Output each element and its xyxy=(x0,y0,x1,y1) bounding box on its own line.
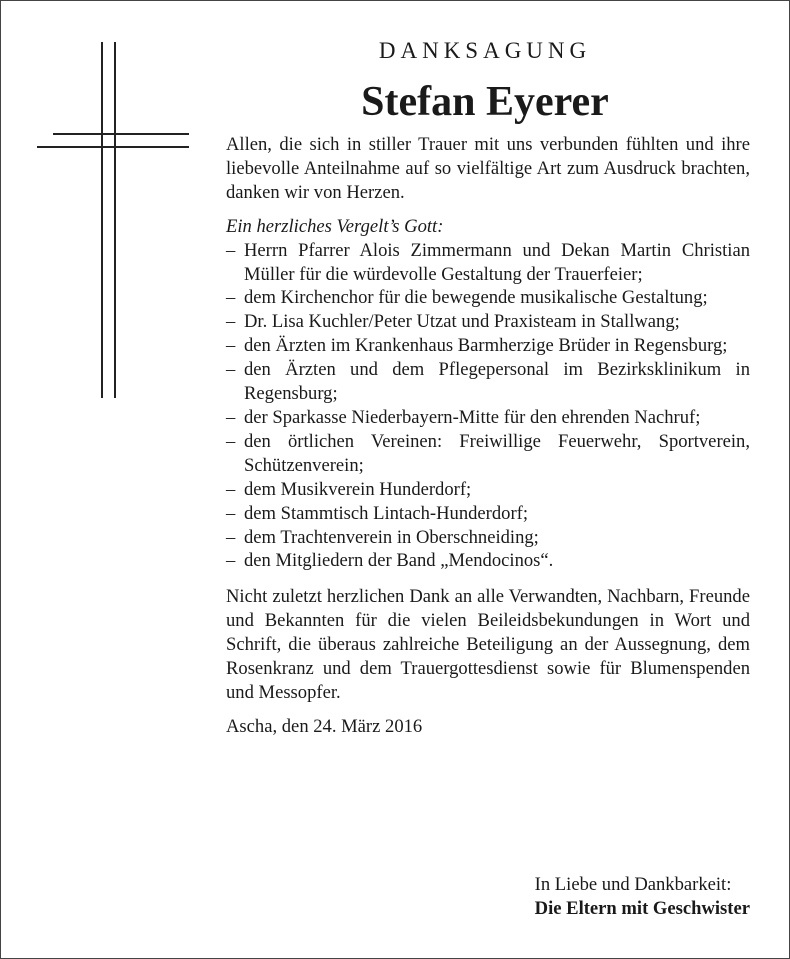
notice-heading: DANKSAGUNG xyxy=(378,38,592,63)
list-item: – den Ärzten im Krankenhaus Barmherzige Brüder in Regensburg; xyxy=(226,334,750,358)
list-item: – den Mitgliedern der Band „Mendocinos“. xyxy=(226,549,750,573)
thanks-title: Ein herzliches Vergelt’s Gott: xyxy=(226,215,444,237)
list-item: – Dr. Lisa Kuchler/Peter Utzat und Praxisteam in Stallwang; xyxy=(226,310,750,334)
cross-icon xyxy=(0,0,220,420)
list-item: – dem Musikverein Hunderdorf; xyxy=(226,478,750,502)
list-item: – den örtlichen Vereinen: Freiwillige Feuerwehr, Sportverein, Schützenverein; xyxy=(226,430,750,478)
closing-paragraph: Nicht zuletzt herzlichen Dank an alle Verwandten, Nachbarn, Freunde und Bekannten für die vielen Beileidsbekundungen in Wort und Schrift, die überaus zahlreiche Beteiligung an der Aussegnung, dem Rosenkranz und dem Trauergottesdienst sowie für Blumenspenden und Messopfer. xyxy=(226,586,750,703)
list-item: – Herrn Pfarrer Alois Zimmermann und Dekan Martin Christian Müller für die würdevolle Gestaltung der Trauerfeier; xyxy=(226,239,750,287)
list-item: – der Sparkasse Niederbayern-Mitte für den ehrenden Nachruf; xyxy=(226,406,750,430)
list-item: – dem Trachtenverein in Oberschneiding; xyxy=(226,526,750,550)
deceased-name: Stefan Eyerer xyxy=(361,79,609,125)
signoff-line: In Liebe und Dankbarkeit: xyxy=(534,874,732,895)
intro-paragraph: Allen, die sich in stiller Trauer mit uns verbunden fühlten und ihre liebevolle Anteilnahme auf so vielfältige Art zum Ausdruck brachten, danken wir von Herzen. xyxy=(226,134,750,203)
list-item: – dem Kirchenchor für die bewegende musikalische Gestaltung; xyxy=(226,286,750,310)
signoff xyxy=(535,873,750,921)
thanks-list xyxy=(226,239,750,574)
place-date: Ascha, den 24. März 2016 xyxy=(226,715,423,737)
list-item: – dem Stammtisch Lintach-Hunderdorf; xyxy=(226,502,750,526)
signature: Die Eltern mit Geschwister xyxy=(534,898,750,919)
notice-body xyxy=(226,133,750,739)
list-item: – den Ärzten und dem Pflegepersonal im Bezirksklinikum in Regensburg; xyxy=(226,358,750,406)
